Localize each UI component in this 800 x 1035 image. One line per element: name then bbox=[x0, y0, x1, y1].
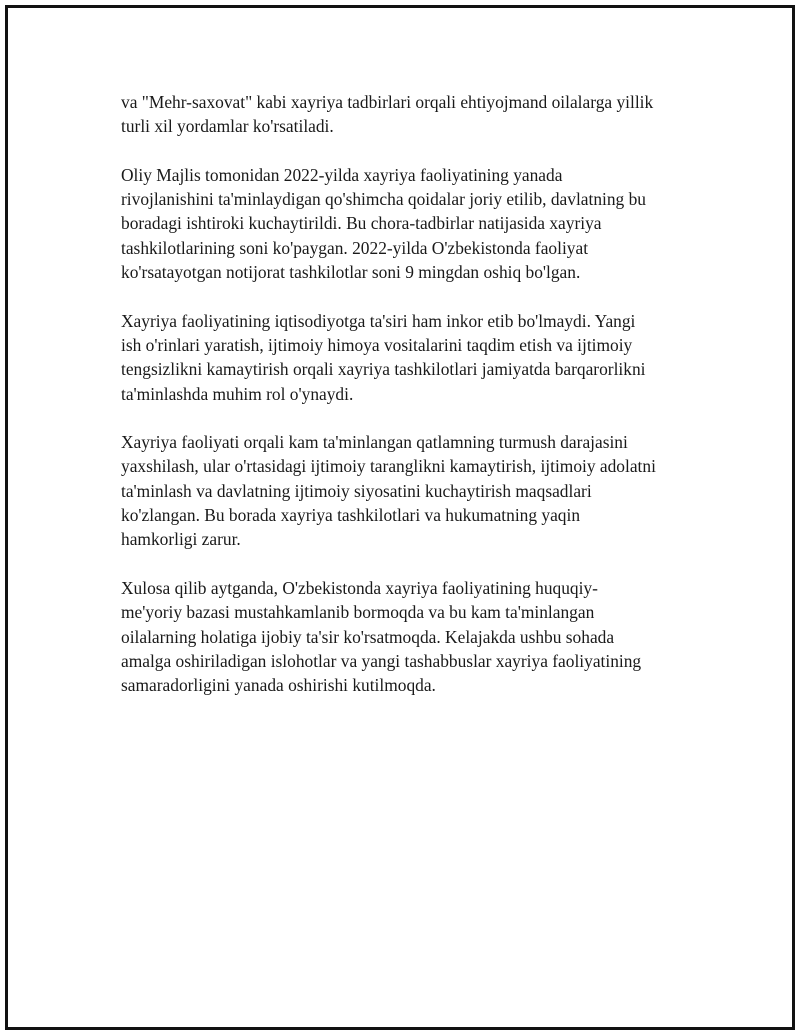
text-line: tengsizlikni kamaytirish orqali xayriya tashkilotlari jamiyatda barqarorlikni bbox=[121, 359, 646, 380]
text-line: samaradorligini yanada oshirishi kutilmoqda. bbox=[121, 675, 436, 696]
text-line: ish o'rinlari yaratish, ijtimoiy himoya vositalarini taqdim etish va ijtimoiy bbox=[121, 334, 633, 355]
text-line: Xayriya faoliyatining iqtisodiyotga ta'siri ham inkor etib bo'lmaydi. Yangi bbox=[121, 310, 636, 331]
page-frame bbox=[5, 5, 795, 1030]
text-line: boradagi ishtiroki kuchaytirildi. Bu chora-tadbirlar natijasida xayriya bbox=[121, 213, 602, 234]
text-line: yaxshilash, ular o'rtasidagi ijtimoiy taranglikni kamaytirish, ijtimoiy adolatni bbox=[121, 456, 656, 477]
paragraph bbox=[121, 576, 696, 697]
document-body bbox=[121, 90, 696, 722]
text-line: hamkorligi zarur. bbox=[121, 529, 241, 550]
text-line: rivojlanishini ta'minlaydigan qo'shimcha qoidalar joriy etilib, davlatning bu bbox=[121, 189, 646, 210]
paragraph bbox=[121, 90, 696, 139]
text-line: ta'minlash va davlatning ijtimoiy siyosatini kuchaytirish maqsadlari bbox=[121, 480, 592, 501]
text-line: me'yoriy bazasi mustahkamlanib bormoqda va bu kam ta'minlangan bbox=[121, 602, 595, 623]
paragraph bbox=[121, 309, 696, 406]
text-line: ta'minlashda muhim rol o'ynaydi. bbox=[121, 383, 354, 404]
text-line: ko'zlangan. Bu borada xayriya tashkilotlari va hukumatning yaqin bbox=[121, 505, 581, 526]
text-line: va "Mehr-saxovat" kabi xayriya tadbirlari orqali ehtiyojmand oilalarga yillik bbox=[121, 92, 654, 112]
text-line: amalga oshiriladigan islohotlar va yangi tashabbuslar xayriya faoliyatining bbox=[121, 650, 642, 671]
text-line: turli xil yordamlar ko'rsatiladi. bbox=[121, 116, 334, 137]
text-line: Oliy Majlis tomonidan 2022-yilda xayriya faoliyatining yanada bbox=[121, 164, 563, 185]
text-line: ko'rsatayotgan notijorat tashkilotlar soni 9 mingdan oshiq bo'lgan. bbox=[121, 262, 581, 283]
paragraph bbox=[121, 163, 696, 284]
text-line: oilalarning holatiga ijobiy ta'sir ko'rsatmoqda. Kelajakda ushbu sohada bbox=[121, 626, 615, 647]
paragraph bbox=[121, 430, 696, 551]
text-line: tashkilotlarining soni ko'paygan. 2022-yilda O'zbekistonda faoliyat bbox=[121, 237, 589, 258]
text-line: Xulosa qilib aytganda, O'zbekistonda xayriya faoliyatining huquqiy- bbox=[121, 577, 598, 598]
text-line: Xayriya faoliyati orqali kam ta'minlangan qatlamning turmush darajasini bbox=[121, 432, 628, 453]
